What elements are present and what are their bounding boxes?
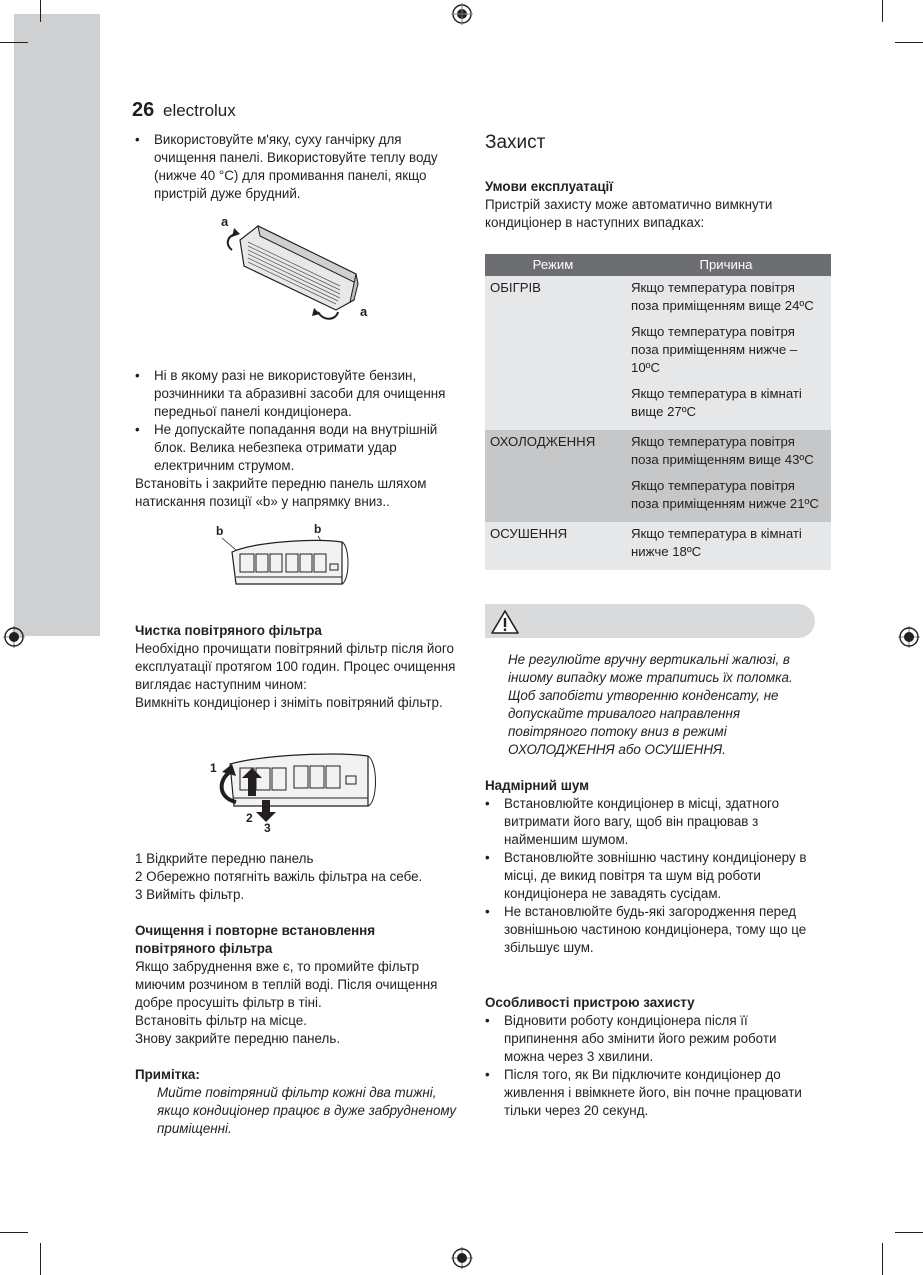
- indoor-unit-panel-illustration: [218, 210, 378, 330]
- side-color-band: [14, 14, 100, 636]
- registration-mark-icon: [451, 3, 473, 25]
- protection-features-heading: Особливості пристрою захисту: [485, 995, 695, 1010]
- list-item: • Встановлюйте зовнішню частину кондиціонеру в місці, де викид повітря та шум від роботи кондиціонера не завадять сусідам.: [485, 849, 820, 903]
- noise-heading: Надмірний шум: [485, 778, 590, 793]
- list-item: • Встановлюйте кондиціонер в місці, здатного витримати його вагу, щоб він працював з найменшим шумом.: [485, 795, 820, 849]
- note-heading: Примітка:: [135, 1067, 200, 1082]
- table-header-reason: Причина: [621, 254, 831, 276]
- table-cell-mode: ОСУШЕННЯ: [485, 522, 621, 570]
- table-row: [485, 276, 831, 430]
- list-item: • Відновити роботу кондиціонера після її припинення або змінити його режим роботи можна через 3 хвилини.: [485, 1012, 820, 1066]
- crop-mark: [882, 0, 883, 22]
- crop-mark: [895, 42, 923, 43]
- table-cell-reason: Якщо температура повітря поза приміщенням нижче 21ºC: [631, 478, 819, 511]
- crop-mark: [40, 1243, 41, 1275]
- table-cell-reason: Якщо температура в кімнаті вище 27ºC: [631, 386, 802, 419]
- crop-mark: [882, 1243, 883, 1275]
- filter-removal-illustration: [208, 750, 380, 836]
- figure3-label-3: 3: [264, 821, 271, 835]
- protection-table: [485, 254, 831, 570]
- section-title: Захист: [485, 132, 546, 153]
- paragraph: Знову закрийте передню панель.: [135, 1031, 341, 1046]
- figure2-label-left: b: [216, 524, 224, 538]
- reinstall-text: [135, 958, 465, 1048]
- table-cell-reason: Якщо температура повітря поза приміщенням вище 24ºC: [631, 280, 814, 313]
- table-header-mode: Режим: [485, 254, 621, 276]
- list-item: • Використовуйте м'яку, суху ганчірку для очищення панелі. Використовуйте теплу воду (нижче 40 °C) для промивання панелі, якщо пристрій дуже брудний.: [135, 131, 460, 203]
- crop-mark: [0, 42, 28, 43]
- noise-list: [485, 795, 820, 957]
- brand-name: electrolux: [163, 101, 236, 120]
- table-row: [485, 430, 831, 522]
- list-item: • Після того, як Ви підключите кондиціонер до живлення і ввімкнете його, він почне працювати тільки через 20 секунд.: [485, 1066, 820, 1120]
- steps-list: [135, 850, 465, 904]
- protection-features-list: [485, 1012, 820, 1120]
- figure1-label-bottom: a: [360, 304, 368, 319]
- table-cell-reason: Якщо температура повітря поза приміщенням нижче –10ºC: [631, 324, 798, 375]
- filter-cleaning-text-2: Вимкніть кондиціонер і зніміть повітряний фільтр.: [135, 695, 443, 710]
- front-panel-press-illustration: [214, 522, 354, 590]
- step-item: 2 Обережно потягніть важіль фільтра на себе.: [135, 869, 423, 884]
- crop-mark: [895, 1232, 923, 1233]
- table-cell-mode: ОХОЛОДЖЕННЯ: [485, 430, 621, 522]
- figure3-label-2: 2: [246, 811, 253, 825]
- figure2-label-right: b: [314, 522, 322, 536]
- warning-text: Не регулюйте вручну вертикальні жалюзі, в іншому випадку може трапитись їх поломка. Щоб запобігти утворенню конденсату, не допускайте тривалого направлення повітряного потоку вниз в режимі ОХОЛОДЖЕННЯ або ОСУШЕННЯ.: [508, 652, 793, 757]
- paragraph: Якщо забруднення вже є, то промийте фільтр миючим розчином в теплій воді. Після очищення добре просушіть фільтр в тіні.: [135, 959, 438, 1010]
- figure1-label-top: a: [221, 214, 229, 229]
- filter-cleaning-heading: Чистка повітряного фільтра: [135, 623, 322, 638]
- warning-bar: [485, 604, 815, 638]
- table-cell-reason: Якщо температура в кімнаті нижче 18ºC: [631, 526, 802, 559]
- step-item: 1 Відкрийте передню панель: [135, 851, 314, 866]
- registration-mark-icon: [3, 626, 25, 648]
- page-number: 26: [132, 99, 155, 121]
- table-cell-mode: ОБІГРІВ: [485, 276, 621, 430]
- list-item: • Ні в якому разі не використовуйте бензин, розчинники та абразивні засоби для очищення передньої панелі кондиціонера.: [135, 367, 460, 421]
- figure3-label-1: 1: [210, 761, 217, 775]
- conditions-heading: Умови експлуатації: [485, 179, 614, 194]
- warning-triangle-icon: [490, 609, 520, 635]
- warning-list: [135, 367, 460, 475]
- note-text: Мийте повітряний фільтр кожні два тижні, якщо кондиціонер працює в дуже забрудненому приміщенні.: [157, 1085, 457, 1136]
- registration-mark-icon: [898, 626, 920, 648]
- crop-mark: [0, 1232, 28, 1233]
- filter-cleaning-text: Необхідно прочищати повітряний фільтр після його експлуатації протягом 100 годин. Процес очищення виглядає наступним чином:: [135, 641, 456, 692]
- install-text: Встановіть і закрийте передню панель шляхом натискання позиції «b» у напрямку вниз..: [135, 476, 427, 509]
- conditions-text: Пристрій захисту може автоматично вимкнути кондиціонер в наступних випадках:: [485, 197, 773, 230]
- list-item: • Не встановлюйте будь-які загородження перед зовнішньою частиною кондиціонера, тому що це збільшує шум.: [485, 903, 820, 957]
- crop-mark: [40, 0, 41, 22]
- paragraph: Встановіть фільтр на місце.: [135, 1013, 307, 1028]
- panel-cleaning-list: [135, 131, 460, 203]
- reinstall-heading: Очищення і повторне встановлення повітряного фільтра: [135, 923, 376, 956]
- list-item: • Не допускайте попадання води на внутрішній блок. Велика небезпека отримати удар електричним струмом.: [135, 421, 460, 475]
- table-row: [485, 522, 831, 570]
- registration-mark-icon: [451, 1247, 473, 1269]
- step-item: 3 Вийміть фільтр.: [135, 887, 245, 902]
- table-cell-reason: Якщо температура повітря поза приміщенням вище 43ºC: [631, 434, 814, 467]
